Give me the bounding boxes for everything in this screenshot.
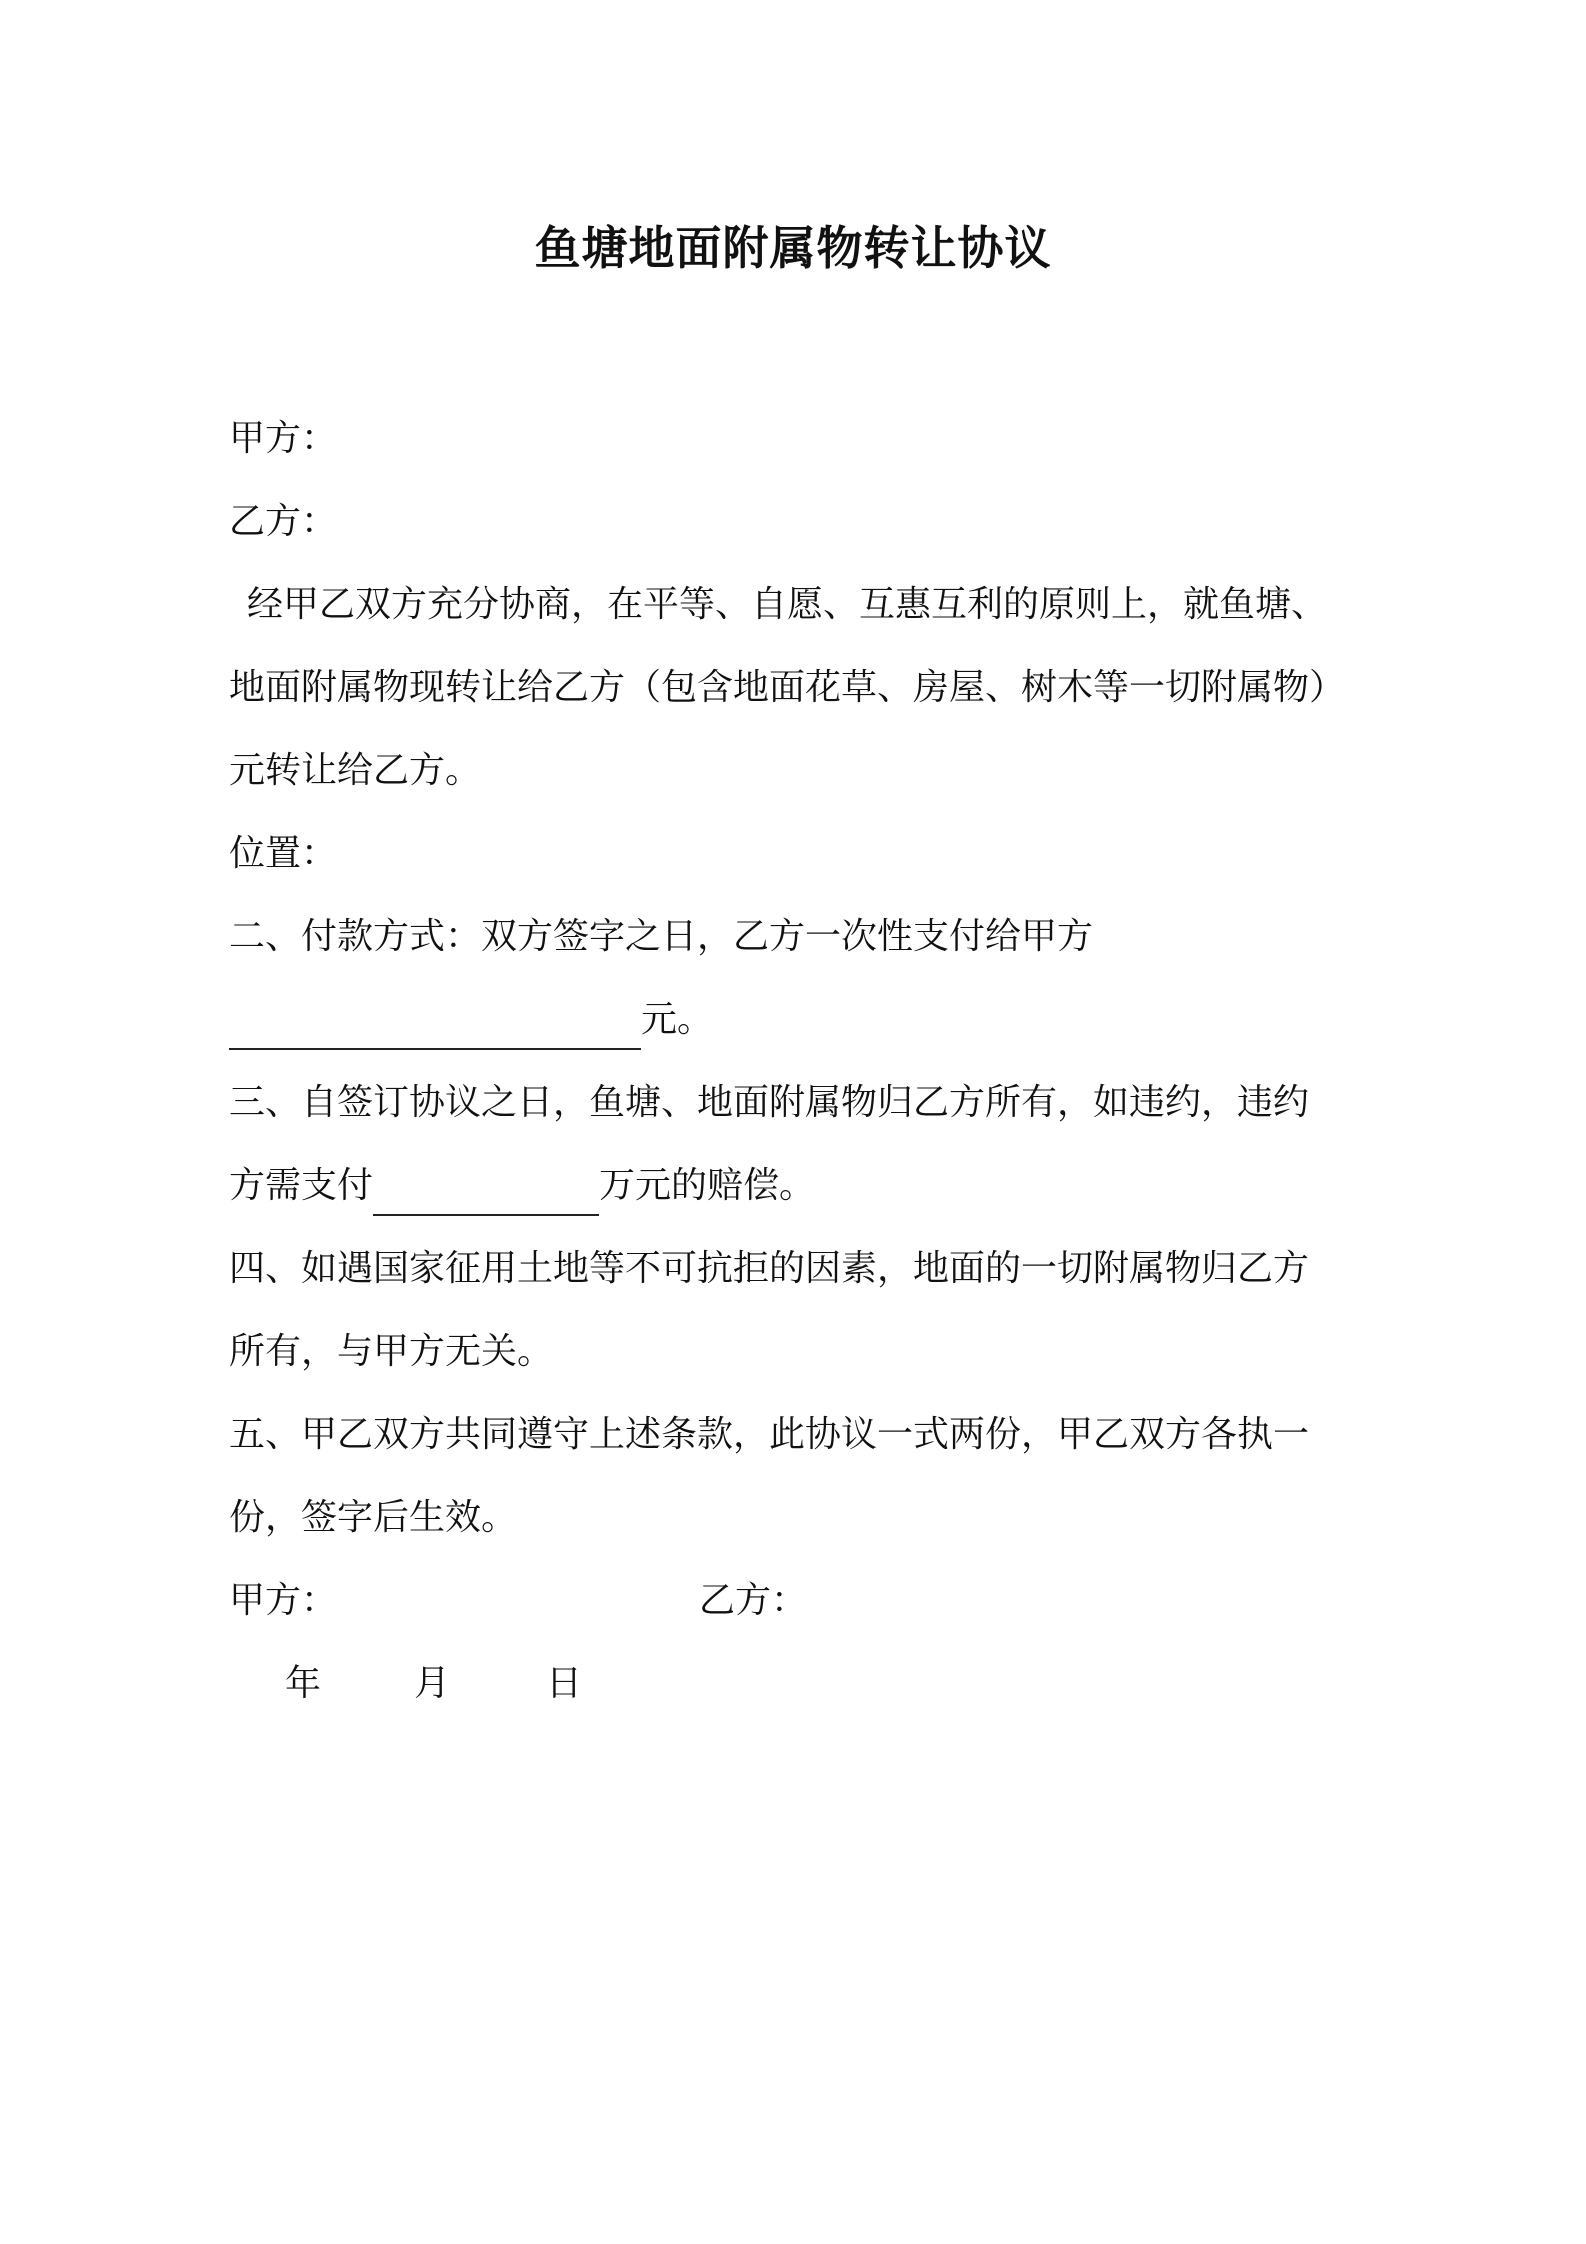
clause-5-line-1: 五、甲乙双方共同遵守上述条款，此协议一式两份，甲乙双方各执一 xyxy=(229,1414,1310,1455)
signature-party-b: 乙方： xyxy=(699,1580,808,1621)
clause-2-suffix: 元。 xyxy=(641,999,714,1040)
date-day: 日 xyxy=(546,1663,583,1704)
penalty-amount-blank[interactable] xyxy=(373,1170,599,1216)
payment-amount-blank[interactable] xyxy=(229,1004,641,1050)
clause-5-line-2: 份，签字后生效。 xyxy=(229,1497,518,1538)
clause-3-suffix: 万元的赔偿。 xyxy=(599,1165,816,1206)
intro-line-1: 经甲乙双方充分协商，在平等、自愿、互惠互利的原则上，就鱼塘、 xyxy=(247,584,1328,625)
clause-3-prefix: 方需支付 xyxy=(229,1165,374,1206)
intro-line-3: 元转让给乙方。 xyxy=(229,750,482,791)
clause-3-line-2 xyxy=(229,1156,815,1216)
clause-4-line-2: 所有，与甲方无关。 xyxy=(229,1331,554,1372)
clause-4-line-1: 四、如遇国家征用土地等不可抗拒的因素，地面的一切附属物归乙方 xyxy=(229,1248,1310,1289)
intro-line-2: 地面附属物现转让给乙方（包含地面花草、房屋、树木等一切附属物） xyxy=(229,667,1346,708)
party-b-label: 乙方： xyxy=(229,501,338,542)
location-label: 位置： xyxy=(229,833,338,874)
party-a-label: 甲方： xyxy=(229,418,338,459)
date-year: 年 xyxy=(285,1663,322,1704)
document-title: 鱼塘地面附属物转让协议 xyxy=(534,221,1052,275)
clause-2-line-1: 二、付款方式：双方签字之日，乙方一次性支付给甲方 xyxy=(229,916,1094,957)
signature-party-a: 甲方： xyxy=(229,1580,338,1621)
clause-3-line-1: 三、自签订协议之日，鱼塘、地面附属物归乙方所有，如违约，违约 xyxy=(229,1082,1310,1123)
clause-2-line-2 xyxy=(229,990,713,1050)
date-month: 月 xyxy=(414,1663,451,1704)
